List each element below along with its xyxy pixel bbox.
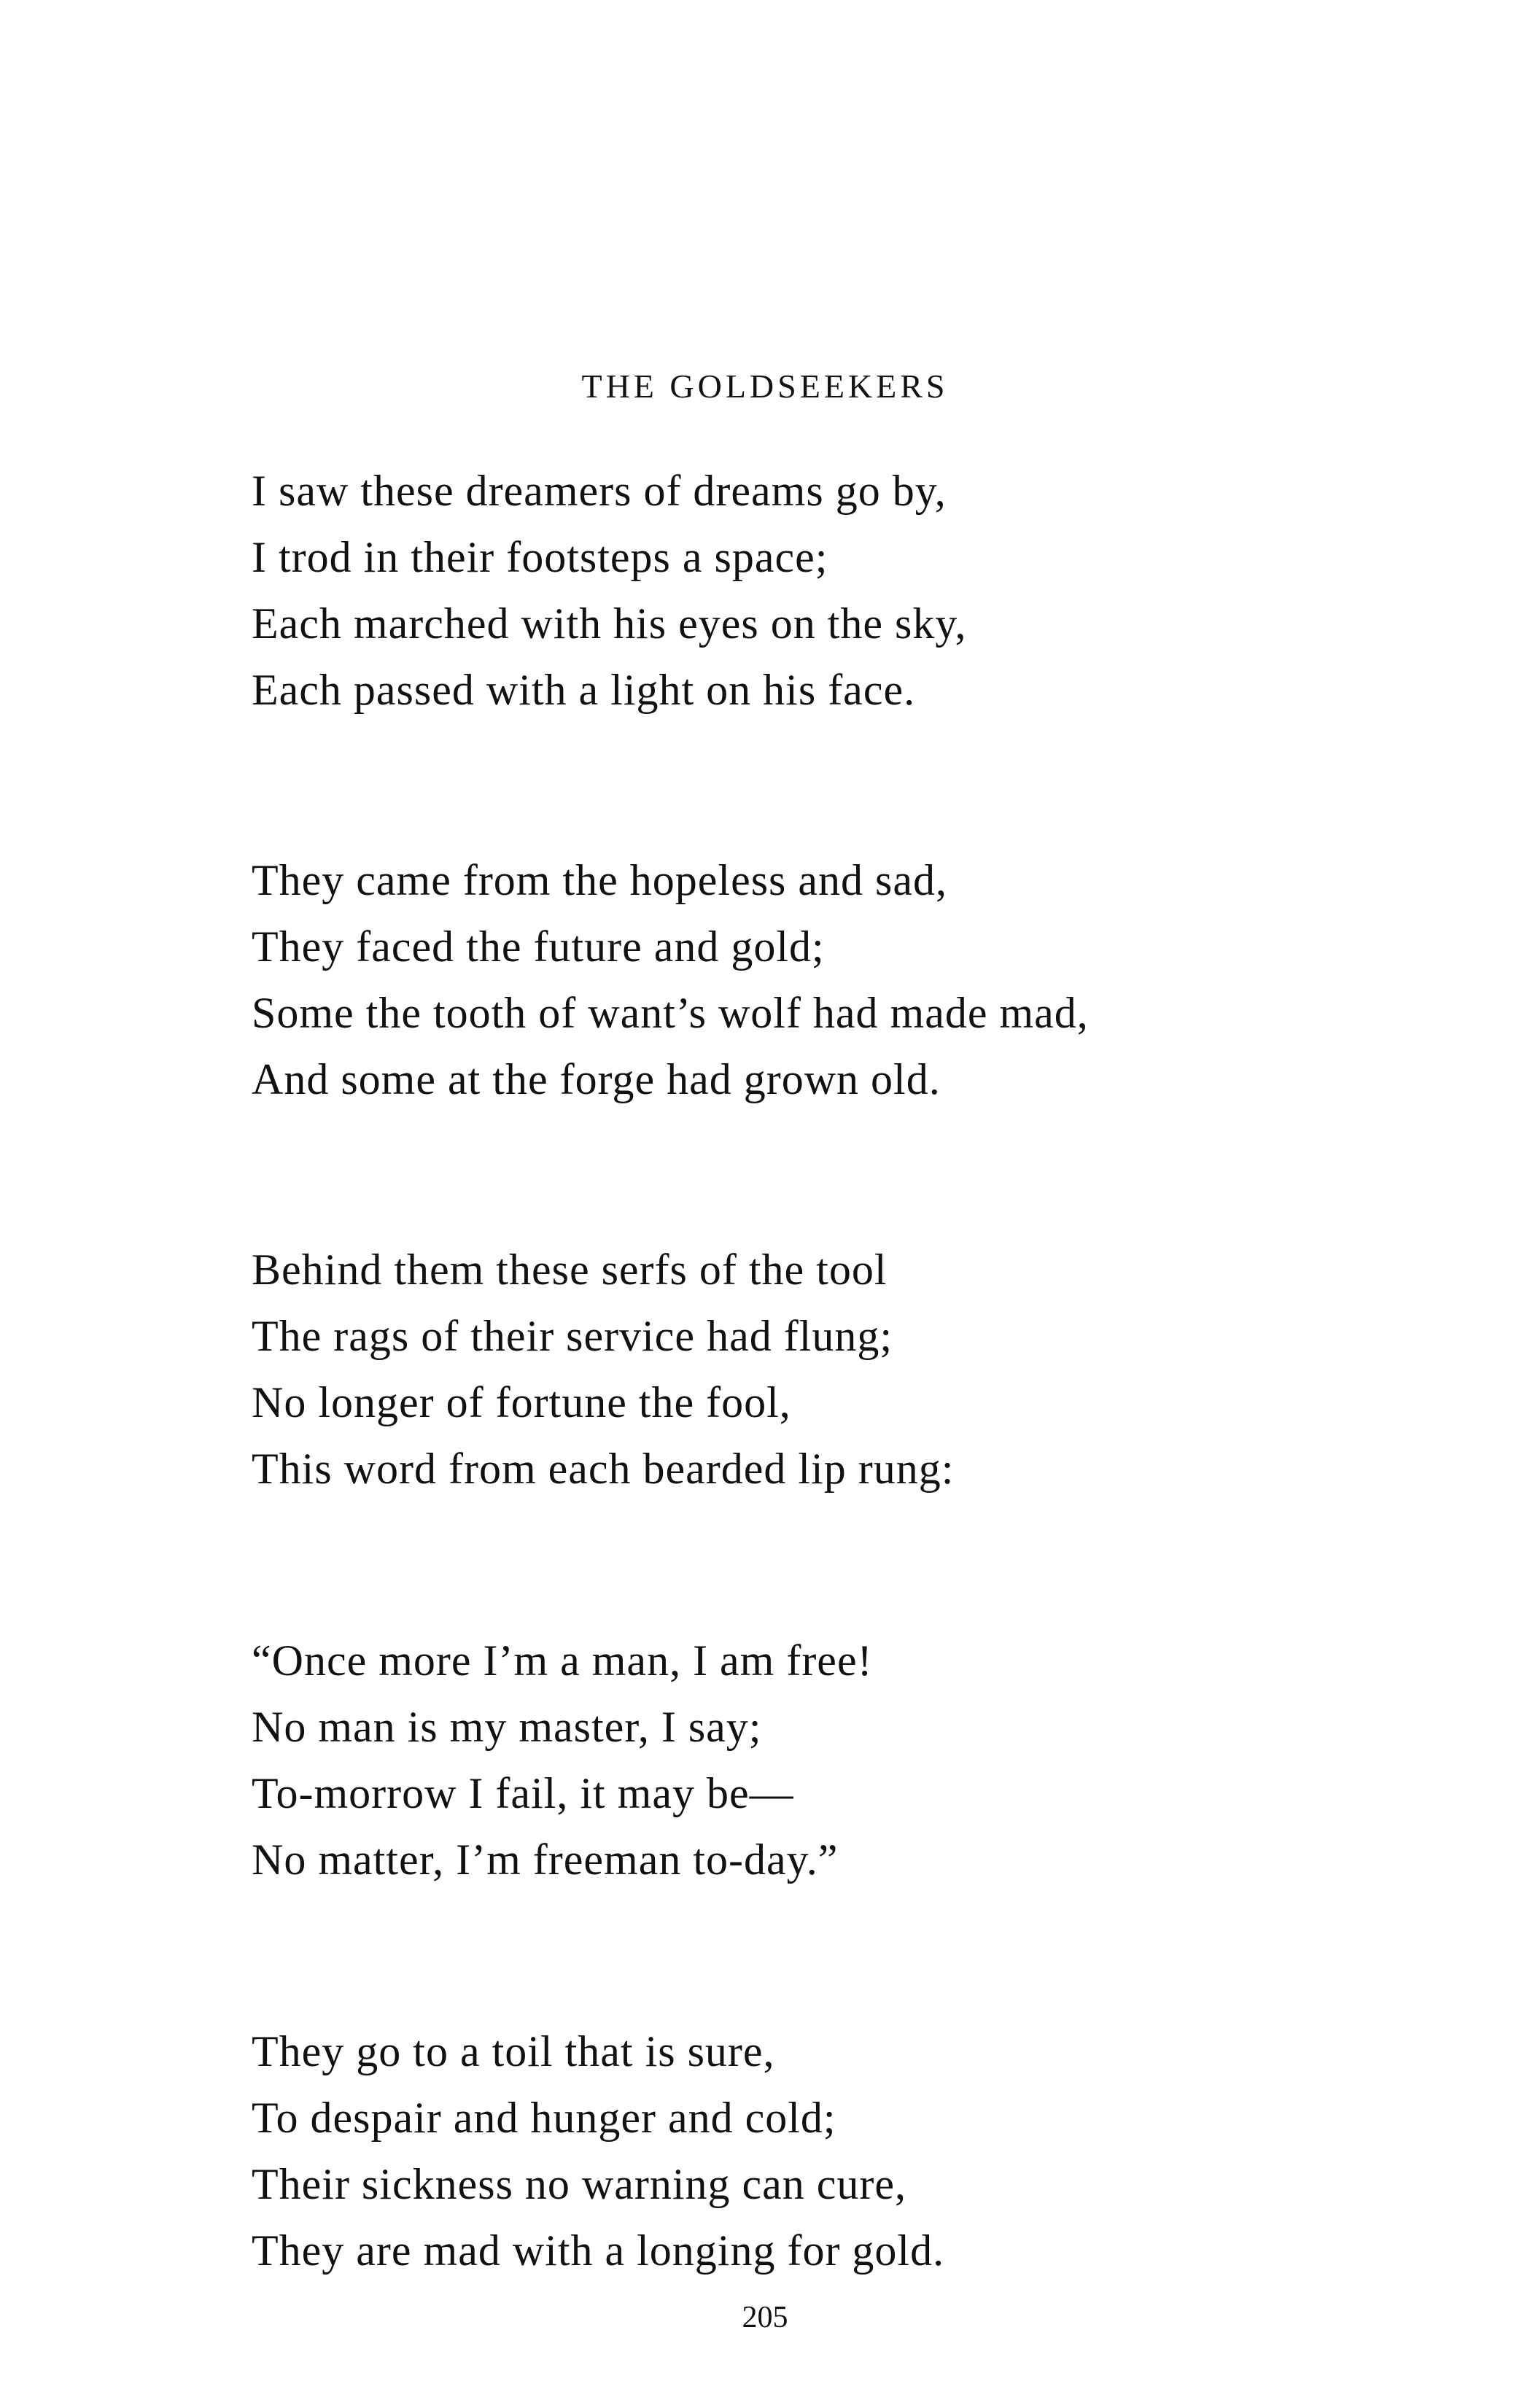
poem-line: They came from the hopeless and sad,: [252, 856, 948, 904]
stanza-4: [252, 1628, 1491, 1893]
poem-line: They go to a toil that is sure,: [252, 2027, 775, 2075]
poem-line: This word from each bearded lip rung:: [252, 1445, 955, 1493]
poem-line: I trod in their footsteps a space;: [252, 533, 828, 581]
stanza-2: [252, 847, 1491, 1113]
poem-line: No matter, I’m freeman to-day.”: [252, 1836, 839, 1884]
stanza-3: [252, 1237, 1491, 1502]
poem-line: To-morrow I fail, it may be—: [252, 1769, 794, 1817]
poem-line: Their sickness no warning can cure,: [252, 2160, 907, 2208]
page-number: 205: [742, 2301, 788, 2334]
poem-line: Each marched with his eyes on the sky,: [252, 599, 967, 648]
stanza-1: [252, 458, 1491, 723]
poem-line: To despair and hunger and cold;: [252, 2094, 836, 2142]
poem-line: Some the tooth of want’s wolf had made mad,: [252, 989, 1089, 1037]
poem-line: They faced the future and gold;: [252, 923, 825, 971]
poem-line: They are mad with a longing for gold.: [252, 2226, 945, 2275]
poem-line: “Once more I’m a man, I am free!: [252, 1636, 873, 1685]
poem-line: The rags of their service had flung;: [252, 1312, 893, 1360]
poem-title: THE GOLDSEEKERS: [581, 368, 949, 405]
poem-line: Each passed with a light on his face.: [252, 666, 916, 714]
poem-line: Behind them these serfs of the tool: [252, 1246, 888, 1294]
poem-line: No man is my master, I say;: [252, 1703, 762, 1751]
stanza-5: [252, 2019, 1491, 2284]
poem-line: And some at the forge had grown old.: [252, 1055, 941, 1103]
poem-line: No longer of fortune the fool,: [252, 1378, 791, 1426]
poem-line: I saw these dreamers of dreams go by,: [252, 467, 947, 515]
